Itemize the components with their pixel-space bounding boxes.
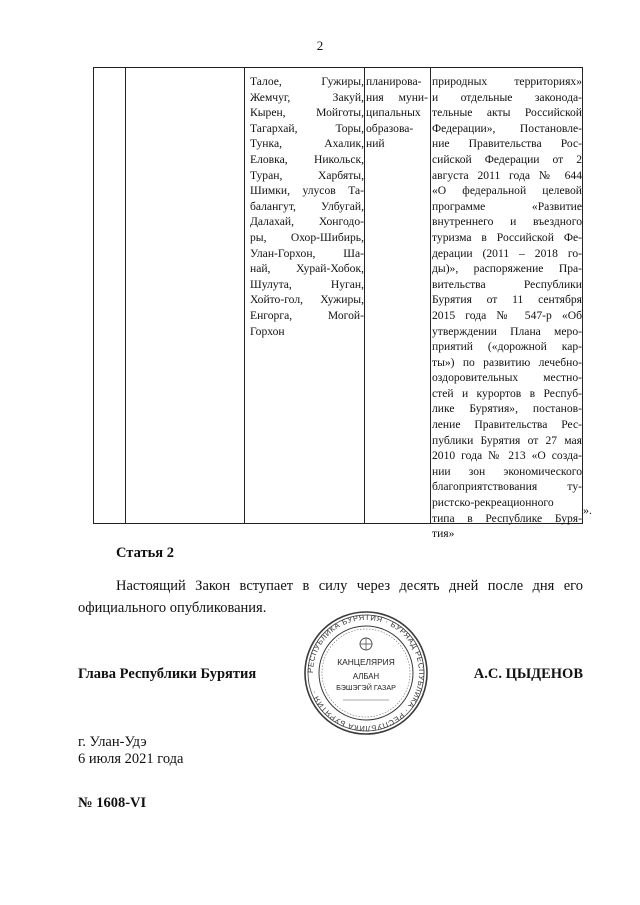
table-cell-line: ний [366,137,385,151]
table-column-divider [430,68,431,523]
table-column-divider [364,68,365,523]
table-cell-line: дерации (2011 – 2018 го- [432,246,582,260]
table-cell-line: ры, Охор-Шибирь, [250,230,364,244]
table-cell-line: утверждении Плана меро- [432,324,582,338]
stamp-center-line-2: АЛБАН [352,672,380,681]
table-cell-line: оздоровительных местно- [432,371,582,385]
table-cell-line: Талое, Гужиры, [250,75,364,88]
table-cell-line: и отдельные законода- [432,90,582,104]
table-cell-line: ды)», распоряжение Пра- [432,262,582,276]
table-cell-line: Хойто-гол, Хужиры, [250,293,364,307]
table-cell-line: Бурятия от 11 сентября [432,293,582,307]
table-cell-line: Шимки, улусов Та- [250,184,364,198]
table-cell-line: лике Бурятия», постанов- [432,402,582,416]
table-cell-line: 2010 года № 213 «О созда- [432,449,582,463]
table-cell-line: туризма в Российской Фе- [432,230,582,244]
table-cell-line: Жемчуг, Закуй, [250,90,364,104]
table-cell-line: «О федеральной целевой [432,184,582,198]
table-cell-line: публики Бурятия от 27 мая [432,433,582,447]
stamp-center-line-3: БЭШЭГЭЙ ГАЗАР [336,683,396,692]
table-cell-planning-type [366,74,428,152]
article-body: Настоящий Закон вступает в силу через десять дней после дня его официального опубликования. [78,578,583,616]
table-cell-line: Улан-Горхон, Ша- [250,246,364,260]
table-cell-line: Туран, Харбяты, [250,168,364,182]
table-cell-line: Далахай, Хонгодо- [250,215,364,229]
table-cell-line: най, Хурай-Хобок, [250,262,364,276]
table-cell-line: Федерации», Постановле- [432,121,582,135]
table-cell-line: типа в Республике Буря- [432,511,582,525]
table-cell-line: сийской Федерации от 2 [432,152,582,166]
table-cell-line: Еловка, Никольск, [250,152,364,166]
stamp-ring-text: РЕСПУБЛИКА БУРЯТИЯ · БУРЯАД РЕСПУБЛИКА · РЕСПУБЛИКА БУРЯТИЯ · [305,612,427,734]
table-cell-settlements [250,74,364,339]
table-cell-line: Горхон [250,324,285,338]
table-cell-line: тия» [432,527,455,541]
table-cell-line: Кырен, Мойготы, [250,106,364,120]
table-cell-line: ния муни- [366,90,428,104]
page-number: 2 [316,38,324,53]
table-cell-line: ление Правительства Рес- [432,418,582,432]
table-cell-line: Енгорга, Могой- [250,308,364,322]
table-cell-line: внутреннего и въездного [432,215,582,229]
signing-date: 6 июля 2021 года [78,751,184,767]
table-column-divider [244,68,245,523]
table-cell-line: ципальных [366,106,421,120]
stamp-center-line-1: КАНЦЕЛЯРИЯ [337,657,395,667]
table-cell-line: программе «Развитие [432,199,582,213]
place-date-block [78,734,184,768]
table-cell-line: природных территориях» [432,75,582,88]
table-closing-quote: ». [583,503,592,517]
table-cell-line: балангут, Улбугай, [250,199,364,213]
table-cell-line: Тагархай, Торы, [250,121,364,135]
table-cell-line: стей и курортов в Респуб- [432,386,582,400]
table-cell-line: приятий («дорожной кар- [432,340,582,354]
table-cell-line: ты») по развитию лечебно- [432,355,582,369]
table-column-divider [125,68,126,523]
table-cell-line: ние Правительства Рос- [432,137,582,151]
table-cell-line: планирова- [366,75,422,88]
table-cell-line: нии зон экономического [432,464,582,478]
table-cell-line: вительства Республики [432,277,582,291]
table-cell-line: тельные акты Российской [432,106,582,120]
table-cell-line: образова- [366,121,414,135]
table-cell-line: августа 2011 года № 644 [432,168,582,182]
official-stamp [303,610,429,736]
table-cell-line: благоприятствования ту- [432,480,582,494]
signatory-position: Глава Республики Бурятия [78,666,257,682]
table-cell-line: Шулута, Нуган, [250,277,364,291]
signing-place: г. Улан-Удэ [78,734,147,750]
table-cell-line: ристско-рекреационного [432,496,554,510]
table-cell-line: Тунка, Ахалик, [250,137,364,151]
table-cell-line: 2015 года № 547-р «Об [432,308,582,322]
signatory-name: А.С. ЦЫДЕНОВ [473,666,583,682]
article-title: Статья 2 [116,545,174,561]
law-number: № 1608-VI [78,795,147,811]
law-table [93,67,583,541]
table-cell-legal-acts [432,74,582,542]
